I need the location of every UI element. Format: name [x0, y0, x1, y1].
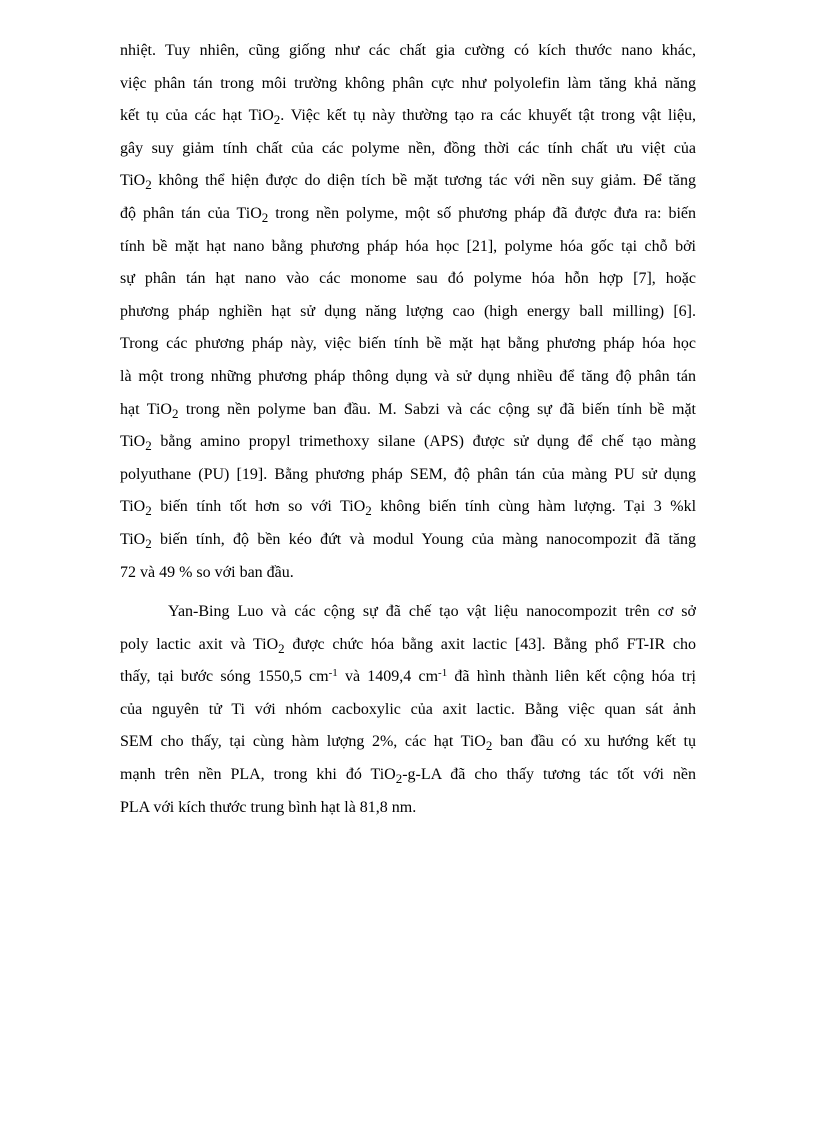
text-line: poly lactic axit và TiO$_2$ được chức hóa bằng axit lactic [43]. Bằng phổ FT-IR cho: [120, 635, 696, 656]
text-line: polyuthane (PU) [19]. Bằng phương pháp SEM, độ phân tán của màng PU sử dụng: [120, 465, 696, 483]
text-line: TiO$_2$ biến tính tốt hơn so với TiO$_2$ không biến tính cùng hàm lượng. Tại 3 %kl: [120, 498, 696, 519]
text-line: hạt TiO$_2$ trong nền polyme ban đầu. M. Sabzi và các cộng sự đã biến tính bề mặt: [120, 400, 696, 421]
text-line: của nguyên tử Ti với nhóm cacboxylic của axit lactic. Bằng việc quan sát ảnh: [120, 700, 696, 718]
text-line: phương pháp nghiền hạt sử dụng năng lượng cao (high energy ball milling) [6].: [120, 302, 696, 320]
text-line: Trong các phương pháp này, việc biến tính bề mặt hạt bằng phương pháp hóa học: [120, 335, 696, 353]
text-line: mạnh trên nền PLA, trong khi đó TiO$_2$-g-LA đã cho thấy tương tác tốt với nền: [120, 765, 696, 786]
text-line: gây suy giảm tính chất của các polyme nền, đồng thời các tính chất ưu việt của: [120, 139, 696, 157]
text-line-first: Yan-Bing Luo và các cộng sự đã chế tạo vật liệu nanocompozit trên cơ sở: [168, 603, 696, 620]
text-line: TiO$_2$ biến tính, độ bền kéo đứt và modul Young của màng nanocompozit đã tăng: [120, 530, 696, 551]
paragraph-tio2-dispersion: [120, 35, 696, 589]
text-line: nhiệt. Tuy nhiên, cũng giống như các chất gia cường có kích thước nano khác,: [120, 42, 696, 59]
text-line: sự phân tán hạt nano vào các monome sau đó polyme hóa hỗn hợp [7], hoặc: [120, 270, 696, 288]
paragraph-pla-nanocomposite: [120, 596, 696, 824]
text-line: kết tụ của các hạt TiO$_2$. Việc kết tụ này thường tạo ra các khuyết tật trong vật liệu,: [120, 107, 696, 128]
text-line: TiO$_2$ bằng amino propyl trimethoxy silane (APS) được sử dụng để chế tạo màng: [120, 433, 696, 454]
text-line: TiO$_2$ không thể hiện được do diện tích bề mặt tương tác với nền suy giảm. Để tăng: [120, 172, 696, 193]
text-line: tính bề mặt hạt nano bằng phương pháp hóa học [21], polyme hóa gốc tại chỗ bởi: [120, 237, 696, 255]
text-line: thấy, tại bước sóng 1550,5 $cm^{-1}$ và 1409,4 $cm^{-1}$ đã hình thành liên kết cộng hóa trị: [120, 667, 696, 686]
text-line-last: 72 và 49 % so với ban đầu.: [120, 563, 294, 581]
text-line: SEM cho thấy, tại cùng hàm lượng 2%, các hạt TiO$_2$ ban đầu có xu hướng kết tụ: [120, 733, 696, 754]
text-line: là một trong những phương pháp thông dụng và sử dụng nhiều để tăng độ phân tán: [120, 367, 696, 385]
text-line: độ phân tán của TiO$_2$ trong nền polyme, một số phương pháp đã được đưa ra: biến: [120, 204, 696, 225]
text-line-last: PLA với kích thước trung bình hạt là 81,8 nm.: [120, 798, 417, 816]
text-line: việc phân tán trong môi trường không phân cực như polyolefin làm tăng khả năng: [120, 74, 696, 92]
